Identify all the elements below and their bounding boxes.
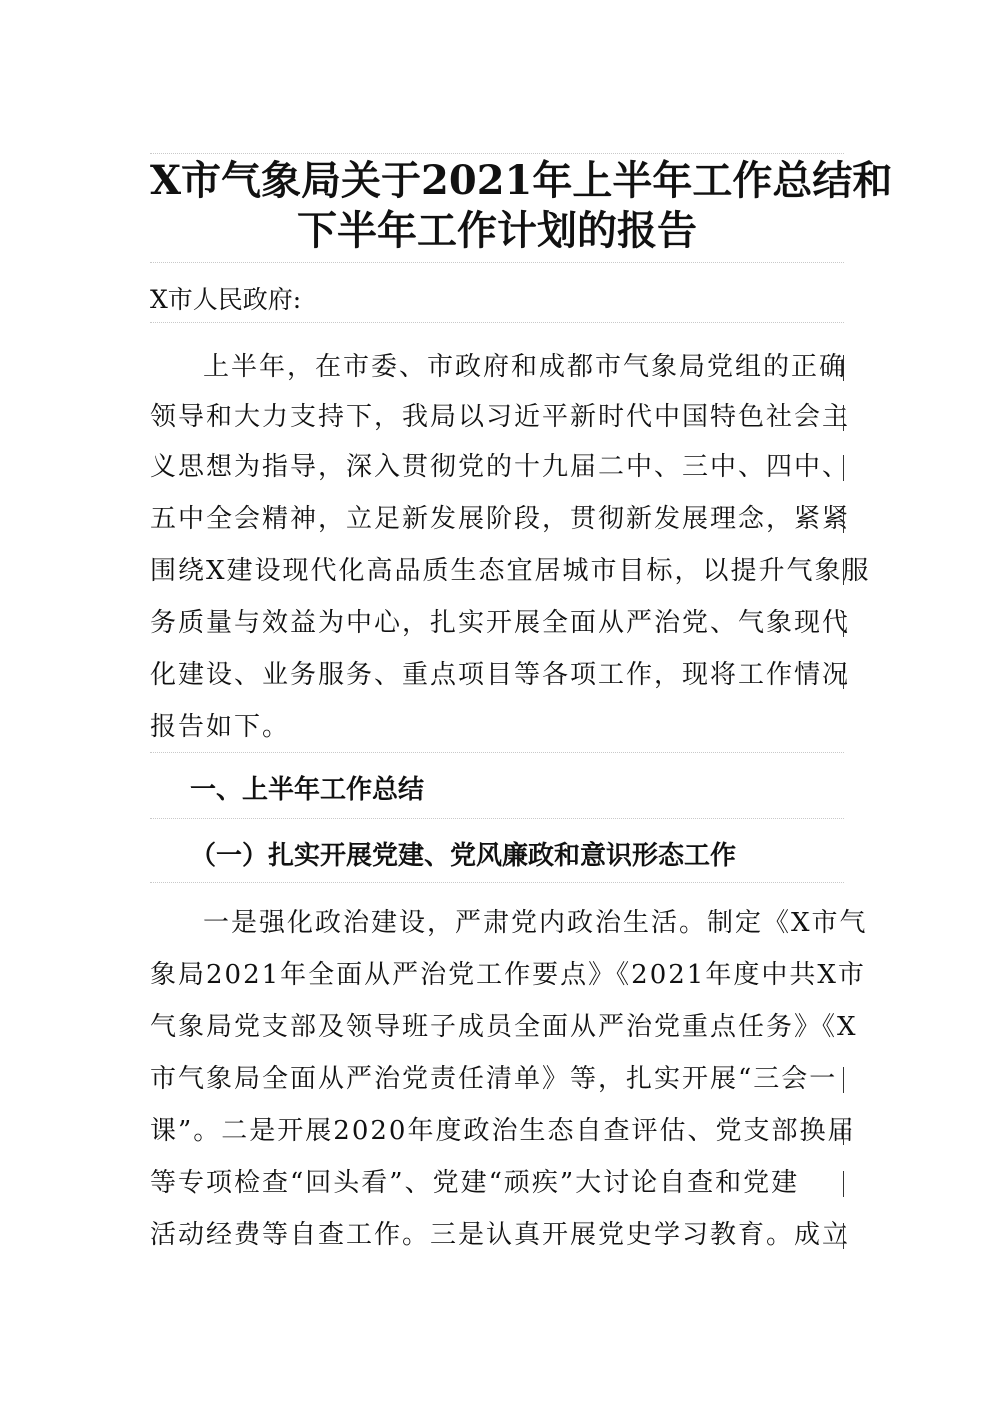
intro-line: 上半年，在市委、市政府和成都市气象局党组的正确 <box>203 352 848 382</box>
intro-line: 围绕X建设现代化高品质生态宜居城市目标，以提升气象服 <box>150 556 871 586</box>
divider <box>150 752 844 753</box>
margin-mark <box>843 1119 844 1145</box>
margin-mark <box>843 663 844 689</box>
divider <box>150 153 844 154</box>
margin-mark <box>843 1067 844 1093</box>
section-line: 气象局党支部及领导班子成员全面从严治党重点任务》《X <box>150 1012 858 1042</box>
intro-line: 五中全会精神，立足新发展阶段，贯彻新发展理念，紧紧 <box>150 504 851 534</box>
section-heading-2: （一）扎实开展党建、党风廉政和意识形态工作 <box>190 841 737 871</box>
divider <box>150 262 844 263</box>
divider <box>150 322 844 323</box>
section-line: 一是强化政治建设，严肃党内政治生活。制定《X市气 <box>203 908 868 938</box>
margin-mark <box>843 507 844 533</box>
margin-mark <box>843 559 844 585</box>
section-heading-1: 一、上半年工作总结 <box>190 775 425 805</box>
margin-mark <box>843 611 844 637</box>
section-line: 市气象局全面从严治党责任清单》等，扎实开展“三会一 <box>150 1064 838 1094</box>
intro-line: 义思想为指导，深入贯彻党的十九届二中、三中、四中、 <box>150 452 851 482</box>
intro-line: 化建设、业务服务、重点项目等各项工作，现将工作情况 <box>150 660 851 690</box>
intro-line: 领导和大力支持下，我局以习近平新时代中国特色社会主 <box>150 402 851 432</box>
divider <box>150 882 844 883</box>
salutation: X市人民政府: <box>150 285 302 314</box>
margin-mark <box>843 1171 844 1197</box>
intro-line: 报告如下。 <box>150 712 291 742</box>
divider <box>150 818 844 819</box>
document-title-line-1: X市气象局关于2021年上半年工作总结和 <box>150 157 893 204</box>
section-line: 活动经费等自查工作。三是认真开展党史学习教育。成立 <box>150 1220 851 1250</box>
section-line: 等专项检查“回头看”、党建“顽疾”大讨论自查和党建 <box>150 1168 800 1198</box>
margin-mark <box>843 405 844 431</box>
section-line: 课”。二是开展2020年度政治生态自查评估、党支部换届 <box>150 1116 856 1146</box>
document-title-line-2: 下半年工作计划的报告 <box>297 207 697 254</box>
margin-mark <box>843 355 844 381</box>
intro-line: 务质量与效益为中心，扎实开展全面从严治党、气象现代 <box>150 608 851 638</box>
margin-mark <box>843 1223 844 1249</box>
margin-mark <box>843 455 844 481</box>
section-line: 象局2021年全面从严治党工作要点》《2021年度中共X市 <box>150 960 866 990</box>
